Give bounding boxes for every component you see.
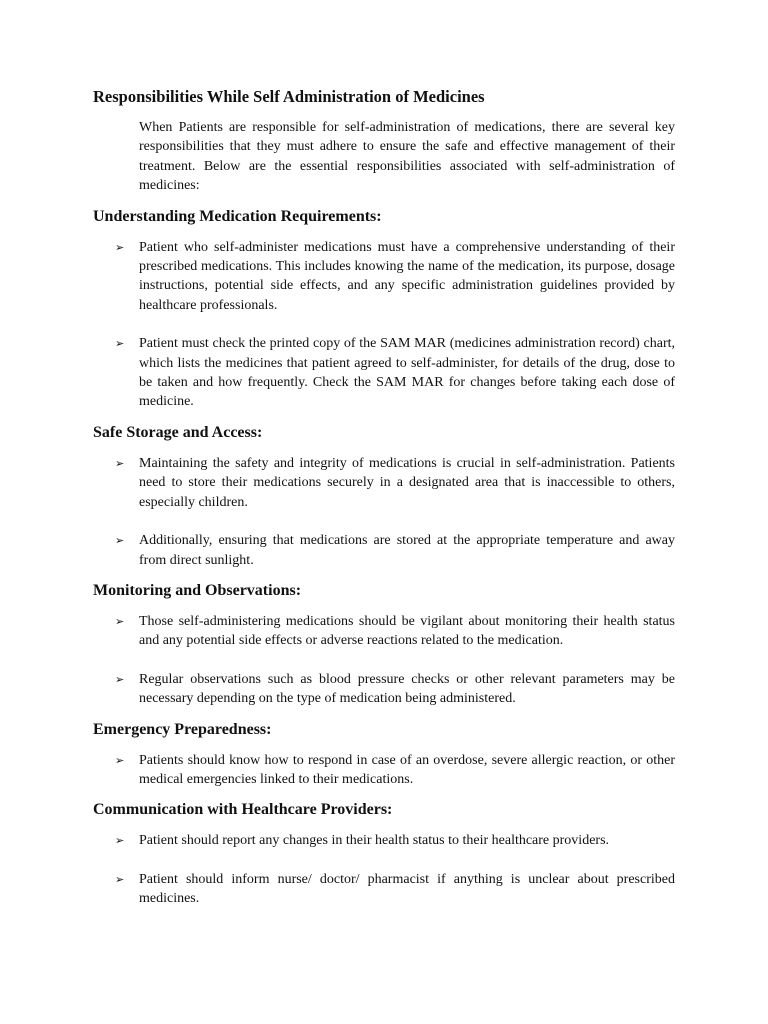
bullet-list — [93, 831, 675, 908]
list-item-text: Those self-administering medications should be vigilant about monitoring their health status and any potential side effects or adverse reactions related to the medication. — [139, 613, 675, 649]
list-item — [93, 751, 675, 790]
intro-paragraph: When Patients are responsible for self-administration of medications, there are several key responsibilities that they must adhere to ensure the safe and effective management of their treatment. Below are the essential responsibilities associated with self-administration of medicines: — [139, 120, 675, 194]
list-item — [93, 334, 675, 412]
list-item — [93, 670, 675, 709]
document-page — [93, 86, 675, 919]
section-heading: Monitoring and Observations: — [93, 581, 302, 599]
section-heading: Understanding Medication Requirements: — [93, 207, 382, 225]
arrowhead-bullet-icon: ➢ — [115, 337, 125, 351]
arrowhead-bullet-icon: ➢ — [115, 872, 125, 886]
section-heading: Safe Storage and Access: — [93, 423, 263, 441]
bullet-list — [93, 751, 675, 790]
list-item — [93, 612, 675, 651]
list-item-text: Patient must check the printed copy of the SAM MAR (medicines administration record) chart, which lists the medicines that patient agreed to self-administer, for details of the drug, dose to be taken and how frequently. Check the SAM MAR for changes before taking each dose of medicine. — [139, 336, 675, 410]
list-item — [93, 531, 675, 570]
bullet-list — [93, 238, 675, 412]
list-item-text: Regular observations such as blood pressure checks or other relevant parameters may be necessary depending on the type of medication being administered. — [139, 671, 675, 707]
arrowhead-bullet-icon: ➢ — [115, 614, 125, 628]
arrowhead-bullet-icon: ➢ — [115, 456, 125, 470]
sections-container — [93, 206, 675, 909]
arrowhead-bullet-icon: ➢ — [115, 753, 125, 767]
section-heading: Emergency Preparedness: — [93, 720, 272, 738]
list-item — [93, 454, 675, 512]
bullet-list — [93, 454, 675, 570]
list-item-text: Patient should inform nurse/ doctor/ pharmacist if anything is unclear about prescribed medicines. — [139, 871, 675, 907]
list-item-text: Patient should report any changes in their health status to their healthcare providers. — [139, 833, 610, 849]
list-item-text: Patient who self-administer medications must have a comprehensive understanding of their prescribed medications. This includes knowing the name of the medication, its purpose, dosage instructions, potential side effects, and any specific administration guidelines provided by healthcare professionals. — [139, 239, 675, 313]
list-item — [93, 870, 675, 909]
list-item — [93, 238, 675, 316]
arrowhead-bullet-icon: ➢ — [115, 834, 125, 848]
list-item — [93, 831, 675, 850]
list-item-text: Patients should know how to respond in case of an overdose, severe allergic reaction, or other medical emergencies linked to their medications. — [139, 752, 675, 787]
list-item-text: Maintaining the safety and integrity of medications is crucial in self-administration. Patients need to store their medications securely in a designated area that is inaccessible to others, especially children. — [139, 455, 675, 510]
arrowhead-bullet-icon: ➢ — [115, 240, 125, 254]
list-item-text: Additionally, ensuring that medications are stored at the appropriate temperature and away from direct sunlight. — [139, 533, 675, 568]
arrowhead-bullet-icon: ➢ — [115, 534, 125, 548]
arrowhead-bullet-icon: ➢ — [115, 672, 125, 686]
document-title: Responsibilities While Self Administration of Medicines — [93, 87, 485, 106]
bullet-list — [93, 612, 675, 709]
section-heading: Communication with Healthcare Providers: — [93, 801, 393, 819]
